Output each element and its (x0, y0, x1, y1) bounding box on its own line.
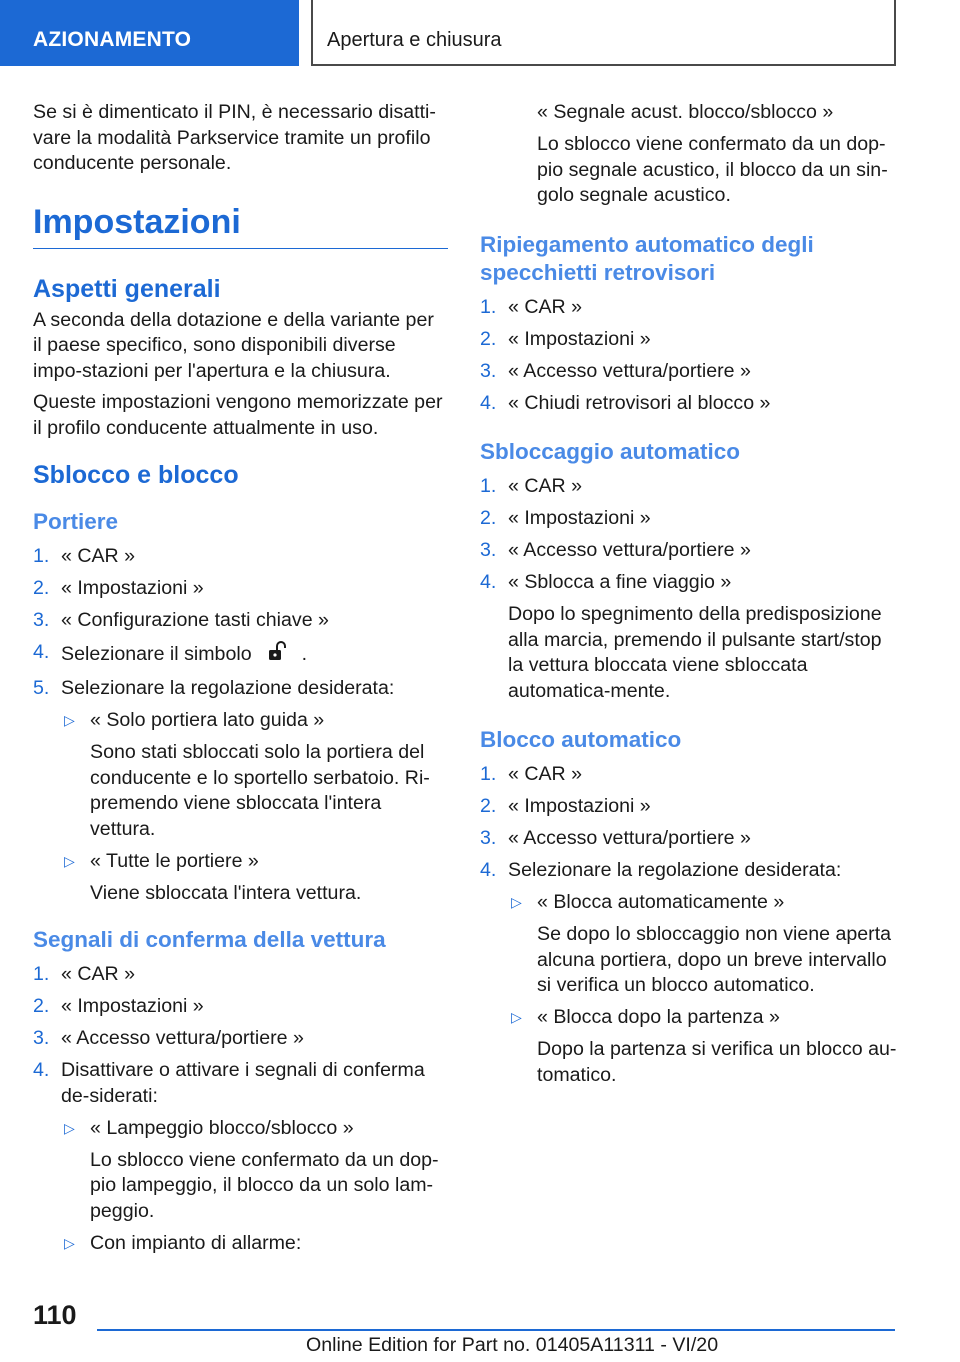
option-description: Se dopo lo sbloccaggio non viene aperta alcuna portiera, dopo un breve intervallo si verifica un blocco automatico. (537, 923, 892, 996)
list-item (33, 1058, 448, 1109)
list-item (480, 474, 898, 500)
aspetti-paragraph-1: A seconda della dotazione e della variante per il paese specifico, sono disponibili diverse impo-stazioni per l'apertura e la chiusura. (33, 308, 434, 382)
step-number: 2. (480, 507, 497, 529)
step-text: « Accesso vettura/portiere » (508, 539, 751, 561)
list-item (33, 640, 448, 670)
triangle-bullet-icon: ▷ (64, 852, 75, 869)
option-description: Viene sbloccata l'intera vettura. (90, 881, 362, 904)
option-description: Sono stati sbloccati solo la portiera del conducente e lo sportello serbatoio. Ri-premendo viene sbloccata l'intera vettura. (90, 741, 430, 840)
step-text: « Impostazioni » (508, 795, 651, 817)
step-number: 2. (480, 795, 497, 817)
list-item (480, 359, 898, 385)
step-number: 3. (33, 1027, 50, 1049)
option-label: « Tutte le portiere » (90, 849, 259, 872)
option-description: Lo sblocco viene confermato da un dop-pio lampeggio, il blocco da un solo lam-peggio. (90, 1148, 439, 1222)
list-item (33, 994, 448, 1020)
option-item (61, 1116, 448, 1142)
list-item (480, 858, 898, 884)
list-item (480, 538, 898, 564)
heading-ripiegamento-specchietti: Ripiegamento automatico degli specchietti retrovisori (480, 231, 814, 285)
step-number: 4. (33, 641, 50, 663)
list-item (33, 1026, 448, 1052)
right-column (480, 100, 898, 1095)
step-number: 4. (33, 1059, 50, 1081)
section-tab (0, 0, 299, 66)
heading-sblocco-blocco: Sblocco e blocco (33, 461, 239, 489)
step-text: Disattivare o attivare i segnali di conferma de-siderati: (61, 1059, 425, 1107)
step-description: Dopo lo spegnimento della predisposizione alla marcia, premendo il pulsante start/stop la vettura bloccata viene sbloccata automatica-mente. (508, 603, 882, 702)
page-number: 110 (33, 1300, 77, 1330)
option-item (61, 1231, 448, 1257)
option-label: « Segnale acust. blocco/sblocco » (537, 101, 834, 123)
option-description: Dopo la partenza si verifica un blocco au-tomatico. (537, 1038, 897, 1086)
list-item (480, 794, 898, 820)
footer-edition: Online Edition for Part no. 01405A11311 - VI/20 (306, 1334, 719, 1356)
step-number: 3. (480, 827, 497, 849)
triangle-bullet-icon: ▷ (511, 1009, 522, 1025)
step-text: « Sblocca a fine viaggio » (508, 571, 732, 593)
option-label: « Lampeggio blocco/sblocco » (90, 1116, 354, 1139)
step-number: 2. (33, 995, 50, 1017)
heading-portiere: Portiere (33, 509, 119, 534)
step-text: « CAR » (508, 763, 583, 785)
step-text: « Impostazioni » (61, 577, 204, 599)
step-number: 4. (480, 391, 497, 414)
step-text: Selezionare la regolazione desiderata: (508, 859, 842, 881)
chapter-tab (311, 0, 896, 66)
footer-divider (97, 1329, 895, 1331)
triangle-bullet-icon: ▷ (64, 1119, 75, 1136)
intro-paragraph: Se si è dimenticato il PIN, è necessario disatti-vare la modalità Parkservice tramite un profilo conducente personale. (33, 101, 436, 174)
step-number: 1. (33, 963, 50, 985)
step-text: Selezionare la regolazione desiderata: (61, 677, 395, 699)
heading-blocco-automatico: Blocco automatico (480, 727, 682, 752)
list-item (480, 570, 898, 596)
step-number: 1. (480, 763, 497, 785)
step-text: « Impostazioni » (508, 327, 651, 350)
list-item (33, 544, 448, 570)
step-number: 1. (33, 545, 50, 567)
list-item (480, 391, 898, 417)
step-number: 4. (480, 859, 497, 881)
step-text: « Impostazioni » (61, 995, 204, 1017)
option-label: « Blocca dopo la partenza » (537, 1006, 780, 1028)
step-text-end: . (301, 642, 308, 665)
step-text: « Chiudi retrovisori al blocco » (508, 391, 771, 414)
step-text: « CAR » (61, 963, 136, 985)
aspetti-paragraph-2: Queste impostazioni vengono memorizzate per il profilo conducente attualmente in uso. (33, 391, 443, 439)
chapter-title: Apertura e chiusura (327, 29, 502, 51)
triangle-bullet-icon: ▷ (64, 712, 75, 728)
list-item (480, 826, 898, 852)
step-number: 1. (480, 295, 497, 318)
heading-impostazioni: Impostazioni (33, 203, 448, 249)
list-item (480, 762, 898, 788)
step-text: « CAR » (508, 475, 583, 497)
step-text: « CAR » (508, 295, 583, 318)
step-number: 1. (480, 475, 497, 497)
step-number: 2. (480, 327, 497, 350)
continued-option (480, 100, 898, 209)
step-text: « Accesso vettura/portiere » (508, 827, 751, 849)
list-item (480, 506, 898, 532)
option-list (61, 1116, 448, 1257)
option-item (61, 708, 448, 734)
option-list (508, 890, 898, 1088)
step-text: « Impostazioni » (508, 507, 651, 529)
step-text: Selezionare il simbolo (61, 642, 252, 665)
step-text: « Accesso vettura/portiere » (61, 1027, 304, 1049)
option-item (508, 890, 898, 916)
list-item (480, 327, 898, 353)
heading-segnali-conferma: Segnali di conferma della vettura (33, 927, 386, 952)
triangle-bullet-icon: ▷ (511, 894, 522, 910)
option-item (508, 1005, 898, 1031)
list-item (33, 576, 448, 602)
option-item (61, 849, 448, 875)
step-number: 3. (480, 359, 497, 382)
step-number: 2. (33, 577, 50, 599)
triangle-bullet-icon: ▷ (64, 1234, 75, 1251)
option-label: Con impianto di allarme: (90, 1231, 302, 1254)
section-title: AZIONAMENTO (33, 28, 192, 51)
step-number: 3. (480, 539, 497, 561)
option-label: « Blocca automaticamente » (537, 891, 785, 913)
list-item (33, 676, 448, 702)
heading-sbloccaggio-automatico: Sbloccaggio automatico (480, 439, 741, 464)
list-item (480, 295, 898, 321)
step-text: « Configurazione tasti chiave » (61, 609, 329, 631)
open-padlock-icon (266, 640, 290, 670)
option-description: Lo sblocco viene confermato da un dop-pio segnale acustico, il blocco da un sin-golo segnale acustico. (537, 133, 888, 206)
left-column (33, 100, 448, 1263)
step-text: « CAR » (61, 545, 136, 567)
step-text: « Accesso vettura/portiere » (508, 359, 751, 382)
list-item (33, 962, 448, 988)
list-item (33, 608, 448, 634)
step-number: 5. (33, 677, 50, 699)
option-list (61, 708, 448, 906)
step-number: 4. (480, 571, 497, 593)
step-number: 3. (33, 609, 50, 631)
option-label: « Solo portiera lato guida » (90, 709, 325, 731)
heading-aspetti-generali: Aspetti generali (33, 274, 221, 303)
